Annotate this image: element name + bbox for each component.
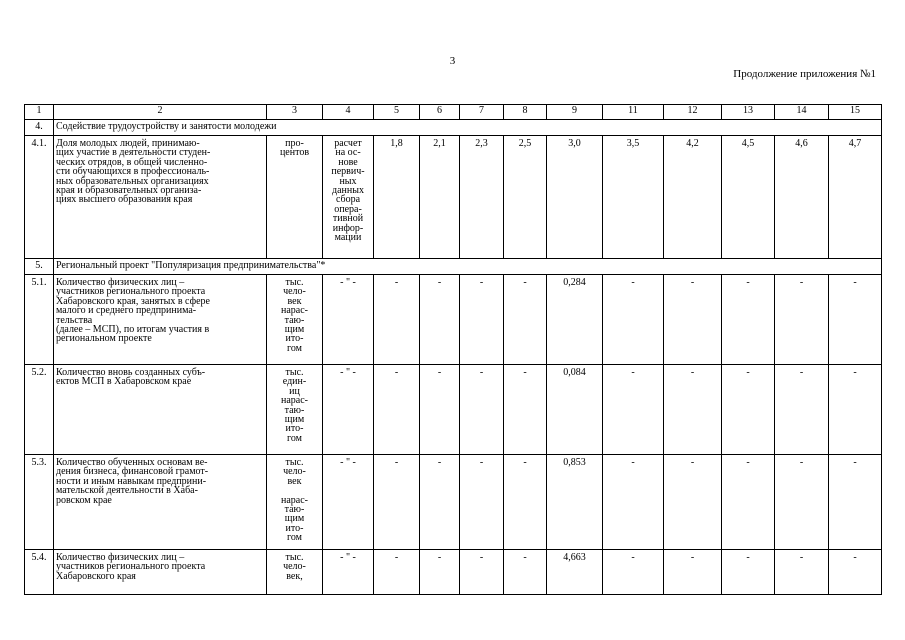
value-cell: 1,8 — [374, 136, 420, 259]
section-number: 4. — [25, 120, 54, 136]
row-number: 5.4. — [25, 550, 54, 595]
value-cell: - — [829, 550, 882, 595]
value-cell: - — [603, 275, 664, 365]
header-cell: 8 — [504, 105, 547, 120]
indicator-description: Доля молодых людей, принимаю- щих участие в деятельности студен- ческих отрядов, в общей численно- сти обучающихся в профессиональ- ных образовательных организациях края и образовательных организа- циях высшего образования края — [54, 136, 267, 259]
value-cell: - — [460, 550, 504, 595]
value-cell: - — [775, 455, 829, 550]
header-cell: 15 — [829, 105, 882, 120]
value-cell: 3,0 — [547, 136, 603, 259]
value-cell: 4,2 — [664, 136, 722, 259]
unit-of-measure: тыс. чело- век нарас- таю- щим ито- гом — [267, 275, 323, 365]
data-source: - " - — [323, 275, 374, 365]
table-header-row — [25, 105, 882, 120]
value-cell: - — [504, 550, 547, 595]
indicators-table — [24, 104, 882, 595]
value-cell: - — [829, 455, 882, 550]
value-cell: - — [420, 455, 460, 550]
value-cell: - — [460, 275, 504, 365]
header-cell: 5 — [374, 105, 420, 120]
value-cell: - — [722, 455, 775, 550]
data-source: расчет на ос- нове первич- ных данных сбора опера- тивной инфор- мации — [323, 136, 374, 259]
value-cell: - — [775, 365, 829, 455]
value-cell: - — [420, 365, 460, 455]
value-cell: 4,6 — [775, 136, 829, 259]
row-number: 5.3. — [25, 455, 54, 550]
value-cell: - — [775, 275, 829, 365]
indicator-description: Количество вновь созданных субъ- ектов МСП в Хабаровском крае — [54, 365, 267, 455]
indicator-description: Количество физических лиц – участников регионального проекта Хабаровского края, занятых в сфере малого и среднего предпринима- тельства (далее – МСП), по итогам участия в региональном проекте — [54, 275, 267, 365]
value-cell: - — [722, 275, 775, 365]
unit-of-measure: тыс. един- иц нарас- таю- щим ито- гом — [267, 365, 323, 455]
value-cell: - — [722, 550, 775, 595]
page-number: 3 — [449, 55, 456, 67]
row-number: 4.1. — [25, 136, 54, 259]
value-cell: 2,5 — [504, 136, 547, 259]
header-cell: 11 — [603, 105, 664, 120]
data-source: - " - — [323, 550, 374, 595]
value-cell: - — [504, 275, 547, 365]
value-cell: 4,663 — [547, 550, 603, 595]
data-source: - " - — [323, 455, 374, 550]
header-cell: 7 — [460, 105, 504, 120]
value-cell: - — [374, 455, 420, 550]
appendix-continuation-label: Продолжение приложения №1 — [733, 68, 876, 80]
section-number: 5. — [25, 259, 54, 275]
value-cell: - — [460, 365, 504, 455]
header-cell: 4 — [323, 105, 374, 120]
value-cell: 4,5 — [722, 136, 775, 259]
unit-of-measure: про- центов — [267, 136, 323, 259]
table-row — [25, 365, 882, 455]
value-cell: 0,284 — [547, 275, 603, 365]
header-cell: 13 — [722, 105, 775, 120]
value-cell: - — [829, 275, 882, 365]
header-cell: 2 — [54, 105, 267, 120]
value-cell: 3,5 — [603, 136, 664, 259]
value-cell: - — [603, 365, 664, 455]
section-row-4 — [25, 120, 882, 136]
section-title: Содействие трудоустройству и занятости молодежи — [54, 120, 882, 136]
unit-of-measure: тыс. чело- век, — [267, 550, 323, 595]
table-row — [25, 275, 882, 365]
value-cell: 0,084 — [547, 365, 603, 455]
value-cell: - — [460, 455, 504, 550]
value-cell: 0,853 — [547, 455, 603, 550]
value-cell: - — [722, 365, 775, 455]
value-cell: - — [420, 275, 460, 365]
value-cell: - — [374, 365, 420, 455]
header-cell: 3 — [267, 105, 323, 120]
value-cell: - — [420, 550, 460, 595]
value-cell: - — [664, 550, 722, 595]
value-cell: 4,7 — [829, 136, 882, 259]
table-row — [25, 550, 882, 595]
value-cell: - — [374, 275, 420, 365]
table-row — [25, 455, 882, 550]
data-source: - " - — [323, 365, 374, 455]
row-number: 5.1. — [25, 275, 54, 365]
value-cell: - — [603, 455, 664, 550]
section-title: Региональный проект "Популяризация предпринимательства"* — [54, 259, 882, 275]
section-row-5 — [25, 259, 882, 275]
header-cell: 1 — [25, 105, 54, 120]
value-cell: 2,3 — [460, 136, 504, 259]
value-cell: - — [775, 550, 829, 595]
value-cell: - — [603, 550, 664, 595]
value-cell: - — [664, 455, 722, 550]
value-cell: - — [664, 365, 722, 455]
indicator-description: Количество обученных основам ве- дения бизнеса, финансовой грамот- ности и иным навыкам предприни- мательской деятельности в Хаба- ровском крае — [54, 455, 267, 550]
table-row — [25, 136, 882, 259]
value-cell: - — [829, 365, 882, 455]
indicator-description: Количество физических лиц – участников регионального проекта Хабаровского края — [54, 550, 267, 595]
header-cell: 12 — [664, 105, 722, 120]
value-cell: - — [374, 550, 420, 595]
value-cell: - — [504, 365, 547, 455]
value-cell: 2,1 — [420, 136, 460, 259]
header-cell: 14 — [775, 105, 829, 120]
value-cell: - — [504, 455, 547, 550]
header-cell: 6 — [420, 105, 460, 120]
unit-of-measure: тыс. чело- век нарас- таю- щим ито- гом — [267, 455, 323, 550]
value-cell: - — [664, 275, 722, 365]
header-cell: 9 — [547, 105, 603, 120]
row-number: 5.2. — [25, 365, 54, 455]
